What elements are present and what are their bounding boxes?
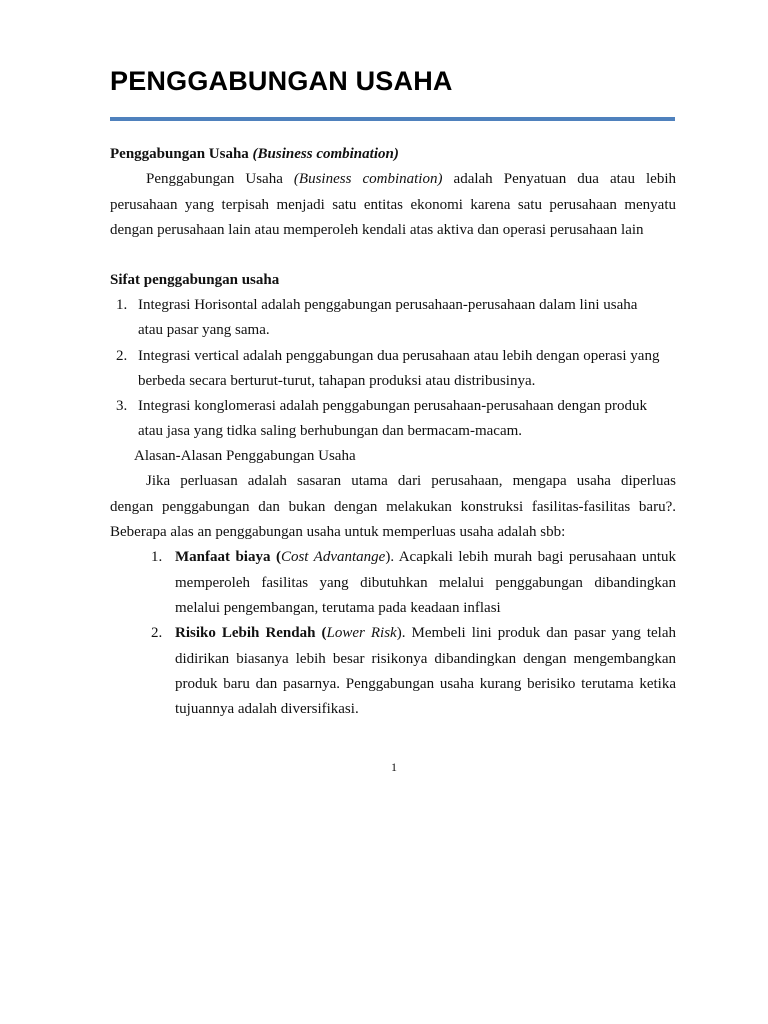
paragraph-line (146, 169, 676, 189)
list-item-line: Integrasi vertical adalah penggabungan dua perusahaan atau lebih dengan operasi yang (138, 348, 660, 364)
list-item-italic-text: Lower Risk (326, 625, 397, 641)
list-item-italic-text: Cost Advantange (280, 549, 386, 565)
paragraph-line: perusahaan yang terpisah menjadi satu entitas ekonomi karena satu perusahaan menyatu (110, 197, 676, 213)
page-number: 1 (391, 760, 397, 774)
section-heading-alasan: Alasan-Alasan Penggabungan Usaha (134, 448, 356, 464)
section-heading-sifat: Sifat penggabungan usaha (110, 272, 280, 288)
paragraph-line: dengan perusahaan lain atau memperoleh kendali atas aktiva dan operasi perusahaan lain (110, 222, 644, 238)
list-number: 2. (151, 625, 163, 641)
list-item-line: Integrasi konglomerasi adalah penggabungan perusahaan-perusahaan dengan produk (138, 398, 647, 414)
list-number: 1. (116, 297, 128, 313)
paragraph-text: Penggabungan Usaha (146, 171, 283, 187)
heading-italic-text: (Business combination) (252, 146, 399, 162)
list-item-line: atau jasa yang tidka saling berhubungan dan bermacam-macam. (138, 423, 523, 439)
paragraph-text: adalah Penyatuan dua atau lebih (453, 171, 677, 187)
section-heading-business-combination (110, 144, 399, 164)
paragraph-line: Beberapa alas an penggabungan usaha untuk memperluas usaha adalah sbb: (110, 524, 566, 540)
list-item-line (175, 547, 676, 567)
list-item-line: atau pasar yang sama. (138, 322, 270, 338)
list-number: 2. (116, 348, 128, 364)
paragraph-line: Jika perluasan adalah sasaran utama dari perusahaan, mengapa usaha diperluas (146, 473, 676, 489)
list-item-bold-text: Manfaat biaya ( (175, 549, 281, 565)
list-item-line: berbeda secara berturut-turut, tahapan produksi atau distribusinya. (138, 373, 536, 389)
paragraph-line: dengan penggabungan dan bukan dengan melakukan konstruksi fasilitas-fasilitas baru?. (110, 499, 676, 515)
list-item-text: ). Acapkali lebih murah bagi perusahaan untuk (385, 549, 677, 565)
title-underline (110, 117, 675, 121)
list-number: 1. (151, 549, 163, 565)
list-item-bold-text: Risiko Lebih Rendah ( (175, 625, 327, 641)
list-item-line: Integrasi Horisontal adalah penggabungan perusahaan-perusahaan dalam lini usaha (138, 297, 638, 313)
heading-bold-text: Penggabungan Usaha (110, 146, 249, 162)
list-item-line (175, 623, 676, 643)
list-item-line: produk baru dan pasarnya. Penggabungan usaha kurang berisiko terutama ketika (175, 676, 676, 692)
list-item-line: melalui pengembangan, terutama pada keadaan inflasi (175, 600, 501, 616)
page-title: PENGGABUNGAN USAHA (110, 66, 453, 96)
list-number: 3. (116, 398, 128, 414)
list-item-line: didirikan biasanya lebih besar risikonya dibandingkan dengan mengembangkan (175, 651, 676, 667)
list-item-text: ). Membeli lini produk dan pasar yang telah (396, 625, 677, 641)
list-item-line: tujuannya adalah diversifikasi. (175, 701, 359, 717)
paragraph-italic-text: (Business combination) (293, 171, 443, 187)
list-item-line: memperoleh fasilitas yang dibutuhkan melalui penggabungan dibandingkan (175, 575, 676, 591)
